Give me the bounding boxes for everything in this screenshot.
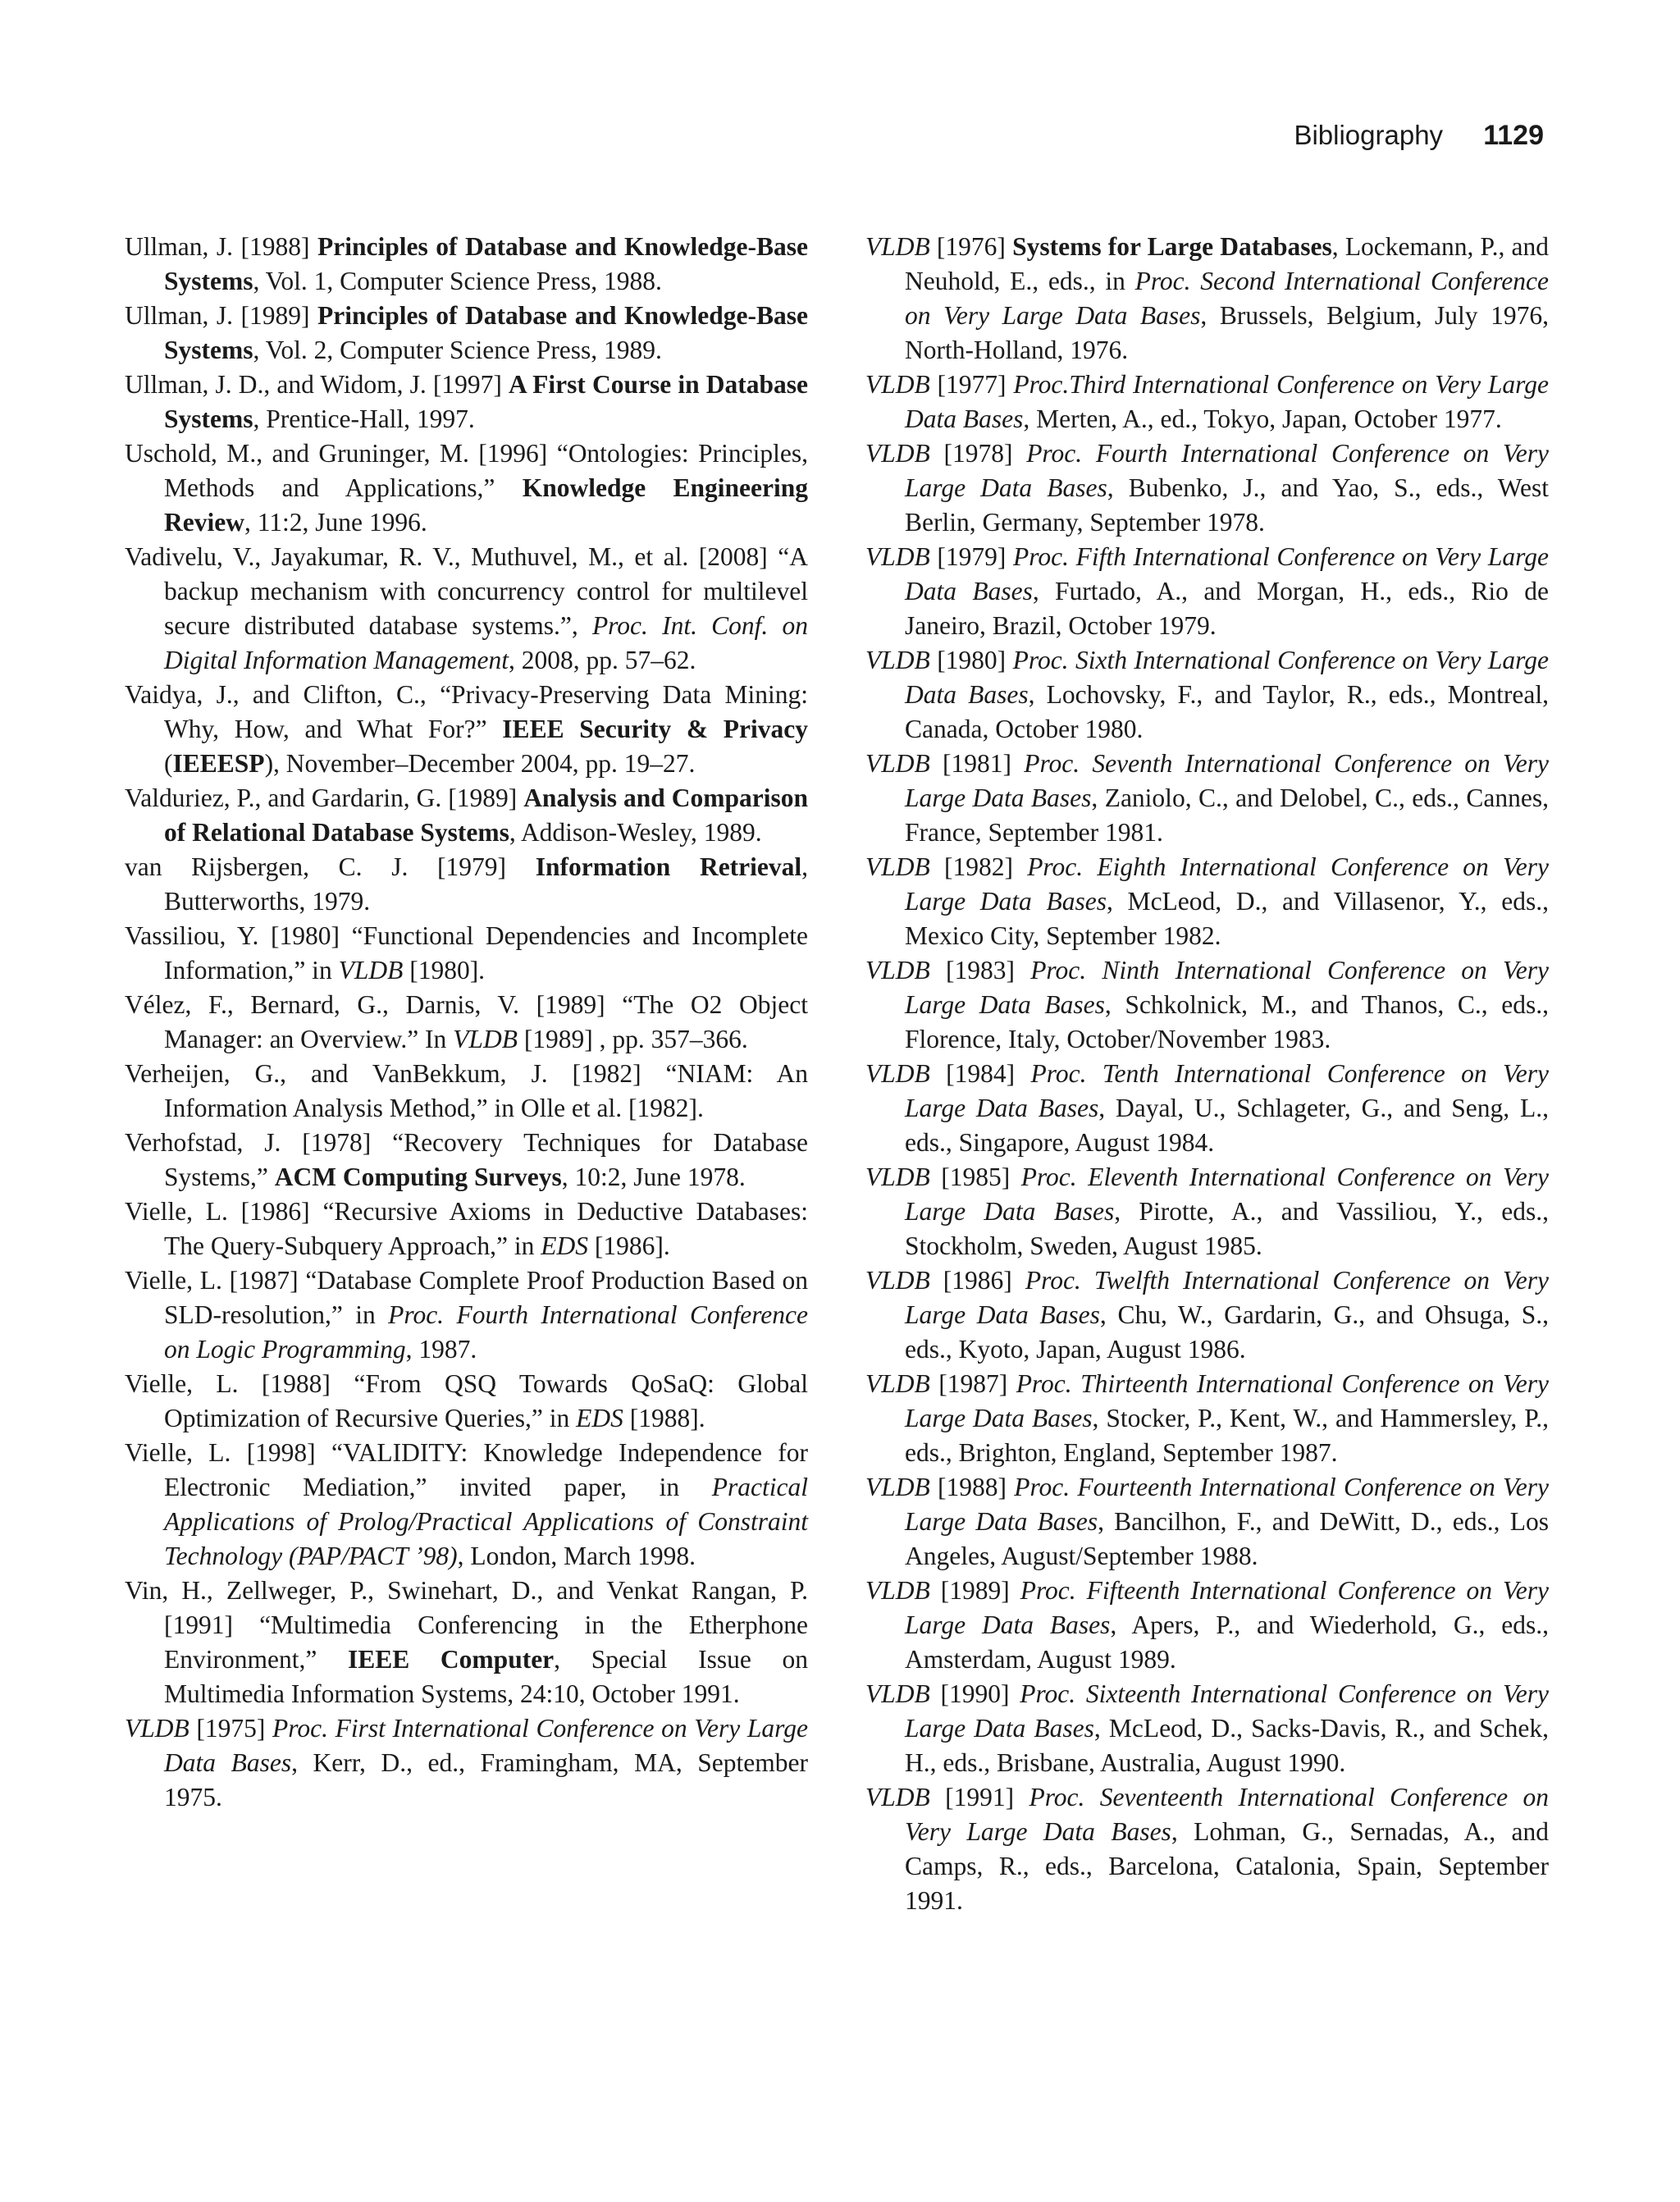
entry-title-bold: Analysis and Comparison of Relational Database Systems (164, 783, 809, 847)
entry-text: [1990] (929, 1679, 1020, 1708)
bibliography-entry (125, 988, 808, 1057)
entry-text: , Merten, A., ed., Tokyo, Japan, October 1977. (1023, 404, 1502, 433)
entry-text: , Lohman, G., Sernadas, A., and Camps, R., eds., Barcelona, Catalonia, Spain, September 1991. (905, 1817, 1549, 1915)
entry-text: Vielle, L. [1987] “Database Complete Proof Production Based on SLD-resolution,” in (125, 1266, 808, 1329)
entry-text: , Prentice-Hall, 1997. (253, 404, 475, 433)
entry-text: [1977] (929, 370, 1014, 399)
entry-text-italic: Practical Applications of Prolog/Practical Applications of Constraint Technology (PAP/PACT ’98) (164, 1473, 808, 1570)
entry-text: Verhofstad, J. [1978] “Recovery Techniques for Database Systems,” (125, 1128, 808, 1191)
entry-text: , Apers, P., and Wiederhold, G., eds., Amsterdam, August 1989. (905, 1610, 1549, 1674)
entry-text: Verheijen, G., and VanBekkum, J. [1982] “NIAM: An Information Analysis Method,” in Olle et al. [1982]. (125, 1059, 808, 1122)
left-column (125, 230, 808, 1815)
entry-text-italic: VLDB (865, 542, 930, 571)
entry-text: , Vol. 2, Computer Science Press, 1989. (253, 336, 662, 364)
bibliography-entry (865, 1367, 1549, 1470)
entry-text: [1981] (929, 749, 1025, 778)
bibliography-entry (865, 1780, 1549, 1918)
entry-text: [1975] (189, 1714, 273, 1743)
entry-text: [1983] (929, 956, 1031, 985)
entry-text: , 10:2, June 1978. (561, 1163, 746, 1191)
entry-title-bold: Principles of Database and Knowledge-Base Systems (164, 301, 808, 364)
entry-title-bold: Systems for Large Databases (1012, 232, 1332, 261)
entry-text: [1980] (929, 646, 1013, 674)
entry-text-italic: Proc. Second International Conference on Very Large Data Bases (905, 267, 1549, 330)
entry-text: [1982] (929, 852, 1028, 881)
entry-text: [1984] (929, 1059, 1031, 1088)
entry-text-italic: VLDB (865, 956, 930, 985)
bibliography-entry (865, 643, 1549, 747)
bibliography-entry (125, 678, 808, 781)
entry-text: [1985] (929, 1163, 1021, 1191)
entry-text: , Bubenko, J., and Yao, S., eds., West Berlin, Germany, September 1978. (905, 473, 1549, 537)
bibliography-entry (125, 1263, 808, 1367)
entry-text-italic: Proc. Fourth International Conference on Logic Programming (164, 1300, 808, 1364)
entry-text-italic: VLDB (865, 439, 930, 468)
bibliography-entry (125, 1195, 808, 1263)
entry-text: Vaidya, J., and Clifton, C., “Privacy-Preserving Data Mining: Why, How, and What For?” (125, 680, 808, 743)
entry-text: ), November–December 2004, pp. 19–27. (264, 749, 696, 778)
entry-text-italic: VLDB (865, 370, 930, 399)
entry-text-italic: Proc. Eighth International Conference on Very Large Data Bases (905, 852, 1549, 916)
entry-text: [1989] , pp. 357–366. (517, 1025, 748, 1053)
entry-text: Ullman, J. [1988] (125, 232, 317, 261)
bibliography-entry (865, 1160, 1549, 1263)
entry-text-italic: Proc. First International Conference on Very Large Data Bases (164, 1714, 808, 1777)
entry-text-italic: VLDB (865, 749, 930, 778)
bibliography-entry (865, 1470, 1549, 1574)
entry-title-bold: Knowledge Engineering Review (164, 473, 809, 537)
entry-text: , Pirotte, A., and Vassiliou, Y., eds., Stockholm, Sweden, August 1985. (905, 1197, 1549, 1260)
bibliography-entry (125, 781, 808, 850)
entry-text: , Butterworths, 1979. (164, 852, 809, 916)
right-column (865, 230, 1549, 1918)
entry-title-bold: Information Retrieval (535, 852, 802, 881)
entry-text: Vadivelu, V., Jayakumar, R. V., Muthuvel, M., et al. [2008] “A backup mechanism with concurrency control for multilevel secure distributed database systems.”, (125, 542, 808, 640)
entry-text-italic: VLDB (865, 1679, 930, 1708)
entry-text: , Bancilhon, F., and DeWitt, D., eds., Los Angeles, August/September 1988. (905, 1507, 1549, 1570)
bibliography-entry (125, 1057, 808, 1126)
bibliography-entry (125, 368, 808, 436)
bibliography-entry (865, 1263, 1549, 1367)
entry-text: , Lockemann, P., and Neuhold, E., eds., in (905, 232, 1549, 295)
bibliography-entry (125, 1126, 808, 1195)
entry-text-italic: Proc. Int. Conf. on Digital Information Management (164, 611, 808, 674)
entry-text: , Vol. 1, Computer Science Press, 1988. (253, 267, 662, 295)
entry-text: , Addison-Wesley, 1989. (509, 818, 762, 847)
entry-text: [1987] (929, 1369, 1016, 1398)
entry-text-italic: VLDB (865, 1783, 930, 1811)
entry-text-italic: Proc. Eleventh International Conference on Very Large Data Bases (905, 1163, 1549, 1226)
entry-text: [1979] (929, 542, 1014, 571)
bibliography-entry (865, 850, 1549, 953)
entry-text-italic: VLDB (865, 1266, 930, 1295)
entry-text: Valduriez, P., and Gardarin, G. [1989] (125, 783, 524, 812)
entry-text-italic: Proc. Tenth International Conference on Very Large Data Bases (905, 1059, 1549, 1122)
entry-text: van Rijsbergen, C. J. [1979] (125, 852, 536, 881)
bibliography-entry (125, 1436, 808, 1574)
entry-text-italic: VLDB (865, 646, 930, 674)
bibliography-entry (865, 953, 1549, 1057)
entry-text: [1976] (929, 232, 1013, 261)
entry-text: [1986] (929, 1266, 1025, 1295)
entry-text-italic: VLDB (865, 1163, 930, 1191)
bibliography-entry (125, 436, 808, 540)
entry-title-bold: ACM Computing Surveys (274, 1163, 562, 1191)
running-header (1294, 120, 1544, 152)
entry-text: , London, March 1998. (457, 1542, 696, 1570)
entry-text-italic: Proc. Fourteenth International Conference on Very Large Data Bases (905, 1473, 1550, 1536)
entry-text: Uschold, M., and Gruninger, M. [1996] “Ontologies: Principles, Methods and Applications,” (125, 439, 808, 502)
entry-text-italic: Proc. Twelfth International Conference on Very Large Data Bases (905, 1266, 1549, 1329)
entry-text-italic: VLDB (338, 956, 404, 985)
entry-text: , Furtado, A., and Morgan, H., eds., Rio de Janeiro, Brazil, October 1979. (905, 577, 1549, 640)
bibliography-entry (865, 1677, 1549, 1780)
entry-title-bold: IEEE Computer (347, 1645, 555, 1674)
entry-text-italic: EDS (576, 1404, 623, 1432)
bibliography-entry (865, 230, 1549, 368)
entry-text-italic: Proc.Third International Conference on Very Large Data Bases (905, 370, 1549, 433)
entry-text: , Kerr, D., ed., Framingham, MA, September 1975. (164, 1748, 808, 1811)
entry-text: Vielle, L. [1998] “VALIDITY: Knowledge Independence for Electronic Mediation,” invited paper, in (125, 1438, 808, 1501)
bibliography-entry (865, 368, 1549, 436)
entry-text: , Special Issue on Multimedia Information Systems, 24:10, October 1991. (164, 1645, 808, 1708)
entry-text-italic: Proc. Sixth International Conference on Very Large Data Bases (905, 646, 1549, 709)
bibliography-entry (125, 1574, 808, 1711)
entry-text: , 2008, pp. 57–62. (508, 646, 696, 674)
bibliography-entry (865, 540, 1549, 643)
entry-text: , 1987. (405, 1335, 477, 1364)
entry-text: , Schkolnick, M., and Thanos, C., eds., Florence, Italy, October/November 1983. (905, 990, 1549, 1053)
entry-text: Vélez, F., Bernard, G., Darnis, V. [1989] “The O2 Object Manager: an Overview.” In (125, 990, 808, 1053)
entry-text-italic: Proc. Seventh International Conference on Very Large Data Bases (905, 749, 1549, 812)
entry-text: [1988] (929, 1473, 1015, 1501)
entry-text-italic: VLDB (865, 1576, 930, 1605)
entry-text: [1986]. (588, 1231, 670, 1260)
page-number: 1129 (1483, 120, 1544, 151)
entry-text: Vielle, L. [1986] “Recursive Axioms in Deductive Databases: The Query-Subquery Approach,” in (125, 1197, 808, 1260)
entry-text-italic: Proc. Fourth International Conference on Very Large Data Bases (905, 439, 1549, 502)
entry-text-italic: VLDB (125, 1714, 189, 1743)
entry-text: Vassiliou, Y. [1980] “Functional Dependencies and Incomplete Information,” in (125, 921, 808, 985)
entry-text-italic: Proc. Seventeenth International Conference on Very Large Data Bases (905, 1783, 1549, 1846)
bibliography-entry (125, 299, 808, 368)
bibliography-entry (865, 1057, 1549, 1160)
entry-text-italic: Proc. Fifth International Conference on Very Large Data Bases (905, 542, 1549, 605)
entry-text: , Dayal, U., Schlageter, G., and Seng, L., eds., Singapore, August 1984. (905, 1094, 1549, 1157)
entry-text: [1989] (929, 1576, 1020, 1605)
section-title: Bibliography (1294, 120, 1444, 150)
bibliography-entry (865, 747, 1549, 850)
entry-text: Vin, H., Zellweger, P., Swinehart, D., and Venkat Rangan, P. [1991] “Multimedia Conferencing in the Etherphone Environment,” (125, 1576, 808, 1674)
entry-text-italic: Proc. Sixteenth International Conference on Very Large Data Bases (905, 1679, 1549, 1743)
entry-text: ( (164, 749, 173, 778)
entry-text-italic: VLDB (865, 1473, 930, 1501)
entry-text-italic: VLDB (865, 232, 930, 261)
entry-text: , Chu, W., Gardarin, G., and Ohsuga, S., eds., Kyoto, Japan, August 1986. (905, 1300, 1549, 1364)
entry-text-italic: VLDB (453, 1025, 518, 1053)
entry-text: [1980]. (403, 956, 486, 985)
entry-text-italic: EDS (541, 1231, 588, 1260)
entry-title-bold: Principles of Database and Knowledge-Base Systems (164, 232, 808, 295)
bibliography-entry (125, 919, 808, 988)
entry-text: , Brussels, Belgium, July 1976, North-Holland, 1976. (905, 301, 1549, 364)
entry-text: Ullman, J. [1989] (125, 301, 317, 330)
entry-text-italic: Proc. Thirteenth International Conference on Very Large Data Bases (905, 1369, 1549, 1432)
entry-text: , Lochovsky, F., and Taylor, R., eds., Montreal, Canada, October 1980. (905, 680, 1549, 743)
entry-text: , McLeod, D., and Villasenor, Y., eds., Mexico City, September 1982. (905, 887, 1549, 950)
entry-text: Ullman, J. D., and Widom, J. [1997] (125, 370, 509, 399)
entry-text-italic: VLDB (865, 1059, 930, 1088)
bibliography-entry (125, 1367, 808, 1436)
bibliography-entry (125, 1711, 808, 1815)
entry-text: Vielle, L. [1988] “From QSQ Towards QoSaQ: Global Optimization of Recursive Queries,” in (125, 1369, 808, 1432)
entry-text: , 11:2, June 1996. (244, 508, 427, 537)
bibliography-entry (125, 850, 808, 919)
bibliography-entry (125, 540, 808, 678)
bibliography-entry (865, 436, 1549, 540)
entry-text: [1978] (929, 439, 1027, 468)
entry-title-bold: IEEE Security & Privacy (502, 715, 808, 743)
entry-text-italic: Proc. Fifteenth International Conference on Very Large Data Bases (905, 1576, 1549, 1639)
entry-title-bold: A First Course in Database Systems (164, 370, 808, 433)
entry-text: [1988]. (623, 1404, 705, 1432)
entry-text: , McLeod, D., Sacks-Davis, R., and Schek, H., eds., Brisbane, Australia, August 1990. (905, 1714, 1549, 1777)
entry-text-italic: VLDB (865, 1369, 930, 1398)
entry-text-italic: VLDB (865, 852, 930, 881)
entry-text: , Zaniolo, C., and Delobel, C., eds., Cannes, France, September 1981. (905, 783, 1549, 847)
bibliography-entry (125, 230, 808, 299)
entry-text-italic: Proc. Ninth International Conference on Very Large Data Bases (905, 956, 1549, 1019)
entry-text: [1991] (929, 1783, 1029, 1811)
entry-text: , Stocker, P., Kent, W., and Hammersley, P., eds., Brighton, England, September 1987. (905, 1404, 1549, 1467)
bibliography-entry (865, 1574, 1549, 1677)
entry-title-bold: IEEESP (172, 749, 265, 778)
